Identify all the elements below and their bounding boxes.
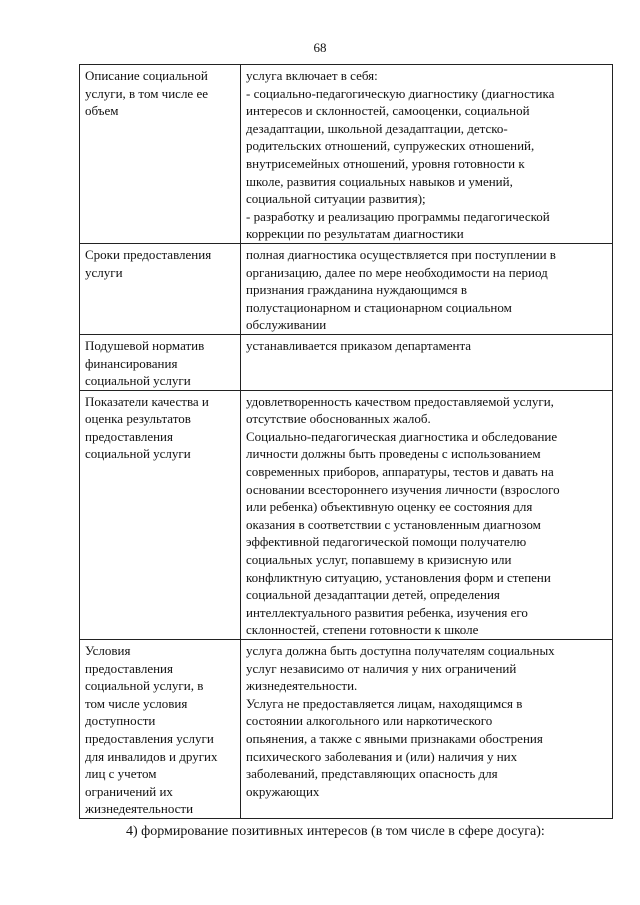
- label-line: услуги: [85, 264, 123, 280]
- row-label-conditions: [80, 640, 241, 819]
- table-row-description: [80, 65, 613, 244]
- content-line: склонностей, степени готовности к школе: [246, 622, 479, 638]
- section-heading: 4) формирование позитивных интересов (в том числе в сфере досуга):: [126, 824, 545, 839]
- content-line: полная диагностика осуществляется при поступлении в: [246, 246, 556, 262]
- content-line: родительских отношений, супружеских отношений,: [246, 138, 535, 154]
- content-line: интересов и склонностей, самооценки, социальной: [246, 103, 530, 119]
- row-content-quality: [241, 390, 613, 639]
- content-line: социальной ситуации развития);: [246, 191, 426, 207]
- content-line: Социально-педагогическая диагностика и обследование: [246, 428, 558, 444]
- content-line: - разработку и реализацию программы педагогической: [246, 208, 550, 224]
- label-line: социальной услуги: [85, 446, 191, 462]
- label-line: Сроки предоставления: [85, 246, 212, 262]
- content-line: удовлетворенность качеством предоставляемой услуги,: [246, 393, 554, 409]
- label-line: Подушевой норматив: [85, 337, 205, 353]
- label-line: ограничений их: [85, 783, 173, 799]
- label-line: лиц с учетом: [85, 766, 157, 782]
- content-line: дезадаптации, школьной дезадаптации, детско-: [246, 120, 508, 136]
- content-line: внутрисемейных отношений, уровня готовности к: [246, 155, 525, 171]
- content-line: опьянения, а также с явными признаками обострения: [246, 730, 543, 746]
- content-line: школе, развития социальных навыков и умений,: [246, 173, 513, 189]
- content-line: интеллектуального развития ребенка, изучения его: [246, 604, 528, 620]
- content-line: услуга должна быть доступна получателям социальных: [246, 643, 555, 658]
- content-line: социальных услуг, попавшему в кризисную или: [246, 552, 512, 568]
- table-row-quality: [80, 390, 613, 639]
- table-row-conditions: [80, 640, 613, 819]
- content-line: социальной дезадаптации детей, определения: [246, 587, 500, 603]
- content-line: жизнедеятельности.: [246, 678, 358, 694]
- label-line: жизнедеятельности: [85, 801, 194, 817]
- label-line: объем: [85, 103, 119, 119]
- label-line: доступности: [85, 713, 156, 729]
- label-line: услуги, в том числе ее: [85, 85, 208, 101]
- content-line: психического заболевания и (или) наличия у них: [246, 748, 518, 764]
- table-row-terms: [80, 243, 613, 334]
- label-line: финансирования: [85, 355, 178, 371]
- row-content-conditions: [241, 640, 613, 819]
- label-line: Описание социальной: [85, 68, 208, 83]
- row-label-description: [80, 65, 241, 244]
- content-line: услуга включает в себя:: [246, 68, 378, 83]
- content-line: отсутствие обоснованных жалоб.: [246, 411, 431, 427]
- row-content-description: [241, 65, 613, 244]
- row-label-funding: [80, 334, 241, 390]
- label-line: для инвалидов и других: [85, 748, 218, 764]
- content-line: эффективной педагогической помощи получателю: [246, 534, 527, 550]
- content-line: признания гражданина нуждающимся в: [246, 282, 467, 298]
- label-line: том числе условия: [85, 695, 188, 711]
- label-line: социальной услуги: [85, 373, 191, 389]
- table-row-funding: [80, 334, 613, 390]
- content-line: личности должны быть проведены с использованием: [246, 446, 541, 462]
- label-line: социальной услуги, в: [85, 678, 204, 694]
- content-line: основании всестороннего изучения личности (взрослого: [246, 481, 560, 497]
- row-label-quality: [80, 390, 241, 639]
- label-line: предоставления: [85, 428, 173, 444]
- content-line: или ребенка) объективную оценку ее состояния для: [246, 499, 533, 515]
- row-content-terms: [241, 243, 613, 334]
- label-line: Показатели качества и: [85, 393, 209, 409]
- content-line: состоянии алкогольного или наркотического: [246, 713, 493, 729]
- content-line: - социально-педагогическую диагностику (диагностика: [246, 85, 555, 101]
- content-line: окружающих: [246, 783, 320, 799]
- page-number: 68: [313, 40, 327, 55]
- row-label-terms: [80, 243, 241, 334]
- label-line: предоставления: [85, 660, 173, 676]
- content-line: обслуживании: [246, 317, 327, 333]
- content-line: конфликтную ситуацию, установления форм и степени: [246, 569, 551, 585]
- label-line: оценка результатов: [85, 411, 191, 427]
- content-line: услуг независимо от наличия у них ограничений: [246, 660, 517, 676]
- label-line: Условия: [85, 643, 131, 658]
- content-line: современных приборов, аппаратуры, тестов и давать на: [246, 464, 554, 480]
- content-line: организацию, далее по мере необходимости на период: [246, 264, 548, 280]
- content-line: оказания в соответствии с установленным диагнозом: [246, 516, 541, 532]
- content-line: заболеваний, представляющих опасность для: [246, 766, 498, 782]
- content-line: Услуга не предоставляется лицам, находящимся в: [246, 695, 523, 711]
- service-table: [79, 64, 613, 819]
- content-line: полустационарном и стационарном социальном: [246, 299, 512, 315]
- content-line: коррекции по результатам диагностики: [246, 226, 464, 242]
- row-content-funding: [241, 334, 613, 390]
- label-line: предоставления услуги: [85, 730, 214, 746]
- content-line: устанавливается приказом департамента: [246, 337, 472, 353]
